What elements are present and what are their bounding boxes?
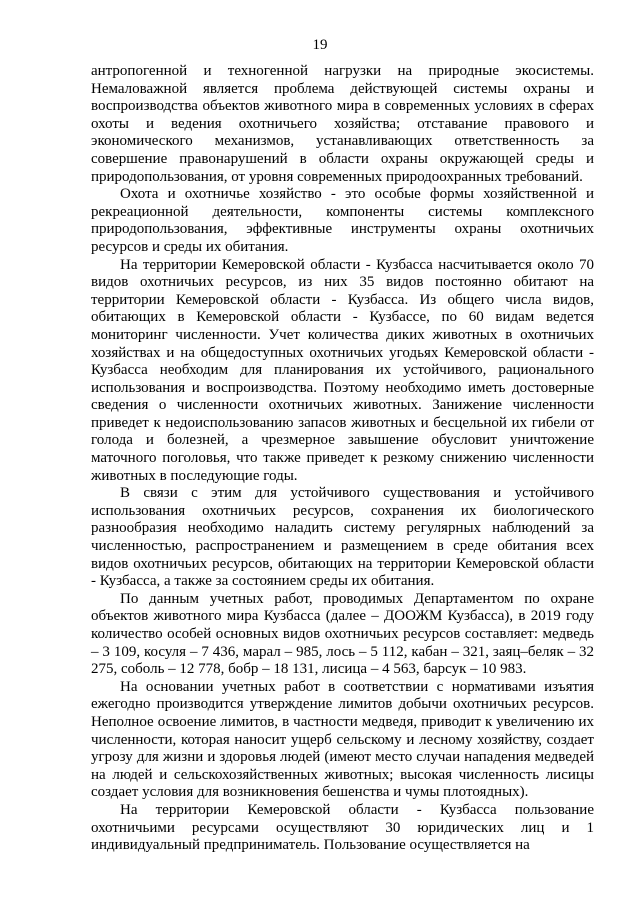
paragraph-resource-users: На территории Кемеровской области - Кузбасса пользование охотничьими ресурсами осуществляют 30 юридических лиц и 1 индивидуальный предприниматель. Пользование осуществляется на (91, 801, 594, 854)
page-number: 19 (312, 37, 328, 53)
paragraph-census-data: По данным учетных работ, проводимых Департаментом по охране объектов животного мира Кузбасса (далее – ДООЖМ Кузбасса), в 2019 году количество особей основных видов охотничьих ресурсов составляет: медведь – 3 109, косуля – 7 436, марал – 985, лось – 5 112, кабан – 321, заяц–беляк – 32 275, соболь – 12 778, бобр – 18 131, лисица – 4 563, барсук – 10 983. (91, 590, 594, 678)
paragraph-hunting-resources-count: На территории Кемеровской области - Кузбасса насчитывается около 70 видов охотничьих ресурсов, из них 35 видов постоянно обитают на территории Кемеровской области - Кузбасса. Из общего числа видов, обитающих в Кемеровской области - Кузбассе, по 60 видам ведется мониторинг численности. Учет количества диких животных в охотничьих хозяйствах и на общедоступных охотничьих угодьях Кемеровской области - Кузбасса необходим для планирования их устойчивого, рационального использования и воспроизводства. Поэтому необходимо иметь достоверные сведения о численности охотничьих животных. Занижение численности приведет к недоиспользованию запасов животных и бесцельной их гибели от голода и болезней, а чрезмерное завышение обусловит уничтожение маточного поголовья, что также приведет к резкому снижению численности животных в последующие годы. (91, 256, 594, 484)
paragraph-monitoring-system: В связи с этим для устойчивого существования и устойчивого использования охотничьих ресурсов, сохранения их биологического разнообразия необходимо наладить систему регулярных наблюдений за численностью, распространением и размещением в среде обитания всех видов охотничьих ресурсов, обитающих на территории Кемеровской области - Кузбасса, а также за состоянием среды их обитания. (91, 485, 594, 590)
document-body (91, 63, 594, 855)
paragraph-limits: На основании учетных работ в соответствии с нормативами изъятия ежегодно производится утверждение лимитов добычи охотничьих ресурсов. Неполное освоение лимитов, в частности медведя, приводит к увеличению их численности, которая наносит ущерб сельскому и лесному хозяйству, создает угрозу для жизни и здоровья людей (имеют место случаи нападения медведей на людей и сельскохозяйственных животных; высокая численность лисицы создает условия для возникновения бешенства и чумы плотоядных). (91, 678, 594, 801)
paragraph-continued: антропогенной и техногенной нагрузки на природные экосистемы. Немаловажной является проблема действующей системы охраны и воспроизводства объектов животного мира в современных условиях в сферах охоты и ведения охотничьего хозяйства; отставание правового и экономического механизмов, устанавливающих ответственность за совершение правонарушений в области охраны окружающей среды и природопользования, от уровня современных природоохранных требований. (91, 63, 594, 185)
paragraph-hunting-definition: Охота и охотничье хозяйство - это особые формы хозяйственной и рекреационной деятельности, компоненты системы комплексного природопользования, эффективные инструменты охраны охотничьих ресурсов и среды их обитания. (91, 186, 594, 255)
